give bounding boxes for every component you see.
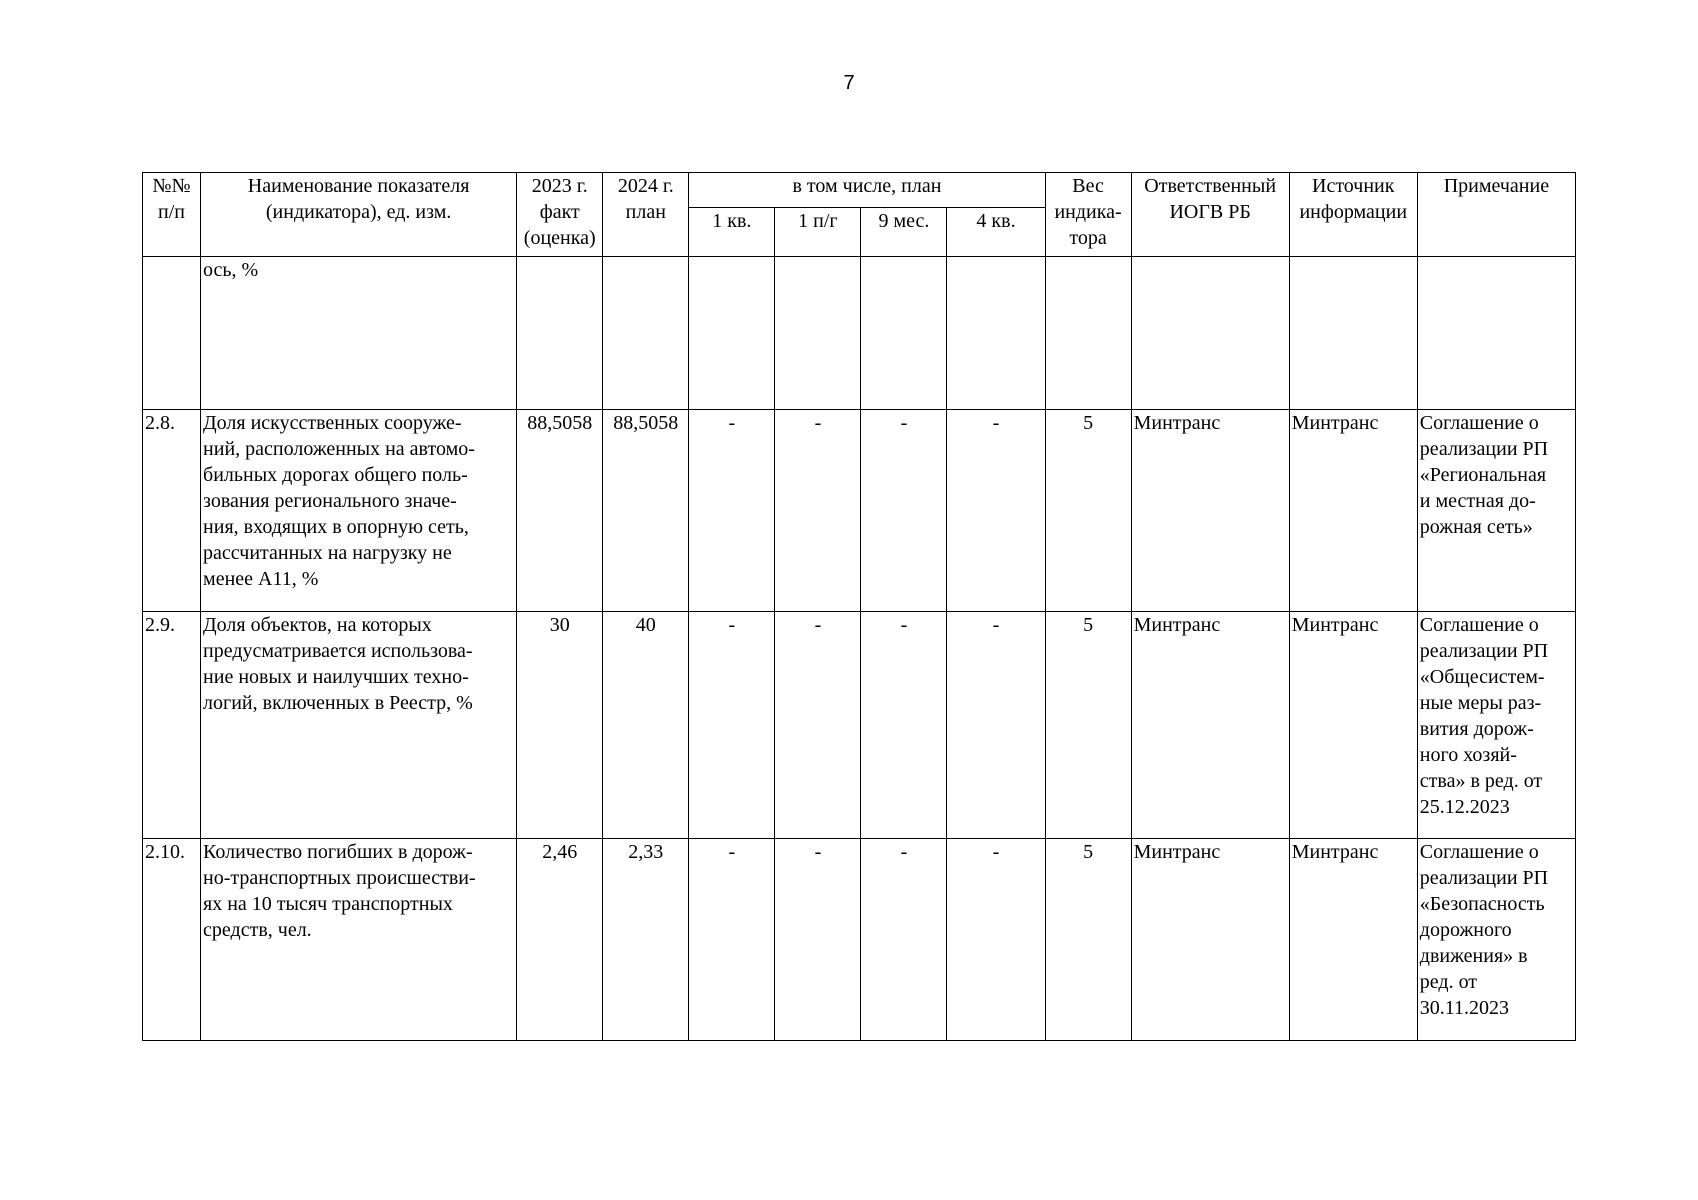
cell-q1	[689, 257, 775, 410]
cell-responsible	[1131, 257, 1289, 410]
page-number: 7	[843, 72, 855, 94]
cell-q1: -	[689, 410, 775, 612]
cell-name: Количество погибших в дорож- но-транспортных происшестви- ях на 10 тысяч транспортных средств, чел.	[201, 839, 517, 1041]
header-name: Наименование показателя (индикатора), ед. изм.	[201, 173, 517, 257]
header-note: Примечание	[1417, 173, 1575, 257]
cell-h1	[775, 257, 861, 410]
cell-num	[143, 257, 201, 410]
cell-q4	[947, 257, 1045, 410]
cell-9-months: -	[861, 612, 947, 839]
cell-note	[1417, 257, 1575, 410]
cell-weight	[1045, 257, 1131, 410]
table-row	[143, 410, 1576, 612]
cell-fact-2023: 2,46	[517, 839, 603, 1041]
cell-h1: -	[775, 410, 861, 612]
table-row	[143, 839, 1576, 1041]
cell-num: 2.9.	[143, 612, 201, 839]
table-header-row	[143, 173, 1576, 208]
cell-responsible: Минтранс	[1131, 612, 1289, 839]
cell-source: Минтранс	[1289, 410, 1417, 612]
cell-source	[1289, 257, 1417, 410]
table-row	[143, 257, 1576, 410]
header-q4: 4 кв.	[947, 208, 1045, 257]
indicators-table	[142, 172, 1576, 1041]
cell-fact-2023	[517, 257, 603, 410]
cell-num: 2.8.	[143, 410, 201, 612]
cell-plan-2024	[603, 257, 689, 410]
cell-9-months: -	[861, 839, 947, 1041]
header-including-plan: в том числе, план	[689, 173, 1045, 208]
cell-weight: 5	[1045, 410, 1131, 612]
cell-responsible: Минтранс	[1131, 410, 1289, 612]
header-plan-2024: 2024 г. план	[603, 173, 689, 257]
cell-9-months: -	[861, 410, 947, 612]
cell-note: Соглашение о реализации РП «Региональная и местная до- рожная сеть»	[1417, 410, 1575, 612]
cell-source: Минтранс	[1289, 612, 1417, 839]
header-num: №№ п/п	[143, 173, 201, 257]
cell-plan-2024: 40	[603, 612, 689, 839]
cell-q4: -	[947, 410, 1045, 612]
cell-weight: 5	[1045, 839, 1131, 1041]
cell-weight: 5	[1045, 612, 1131, 839]
header-q1: 1 кв.	[689, 208, 775, 257]
header-responsible: Ответственный ИОГВ РБ	[1131, 173, 1289, 257]
cell-name: ось, %	[201, 257, 517, 410]
header-h1: 1 п/г	[775, 208, 861, 257]
cell-fact-2023: 88,5058	[517, 410, 603, 612]
header-weight: Вес индика- тора	[1045, 173, 1131, 257]
cell-h1: -	[775, 839, 861, 1041]
cell-q1: -	[689, 839, 775, 1041]
cell-name: Доля искусственных сооруже- ний, расположенных на автомо- бильных дорогах общего поль- зования регионального значе- ния, входящих в опорную сеть, рассчитанных на нагрузку не менее А11, %	[201, 410, 517, 612]
cell-plan-2024: 88,5058	[603, 410, 689, 612]
cell-h1: -	[775, 612, 861, 839]
cell-fact-2023: 30	[517, 612, 603, 839]
cell-q4: -	[947, 612, 1045, 839]
cell-responsible: Минтранс	[1131, 839, 1289, 1041]
cell-q4: -	[947, 839, 1045, 1041]
cell-q1: -	[689, 612, 775, 839]
header-fact-2023: 2023 г. факт (оценка)	[517, 173, 603, 257]
cell-plan-2024: 2,33	[603, 839, 689, 1041]
cell-9-months	[861, 257, 947, 410]
header-source: Источник информации	[1289, 173, 1417, 257]
cell-name: Доля объектов, на которых предусматривается использова- ние новых и наилучших техно- логий, включенных в Реестр, %	[201, 612, 517, 839]
cell-num: 2.10.	[143, 839, 201, 1041]
cell-note: Соглашение о реализации РП «Общесистем- ные меры раз- вития дорож- ного хозяй- ства» в ред. от 25.12.2023	[1417, 612, 1575, 839]
header-9-months: 9 мес.	[861, 208, 947, 257]
table-row	[143, 612, 1576, 839]
cell-source: Минтранс	[1289, 839, 1417, 1041]
cell-note: Соглашение о реализации РП «Безопасность дорожного движения» в ред. от 30.11.2023	[1417, 839, 1575, 1041]
